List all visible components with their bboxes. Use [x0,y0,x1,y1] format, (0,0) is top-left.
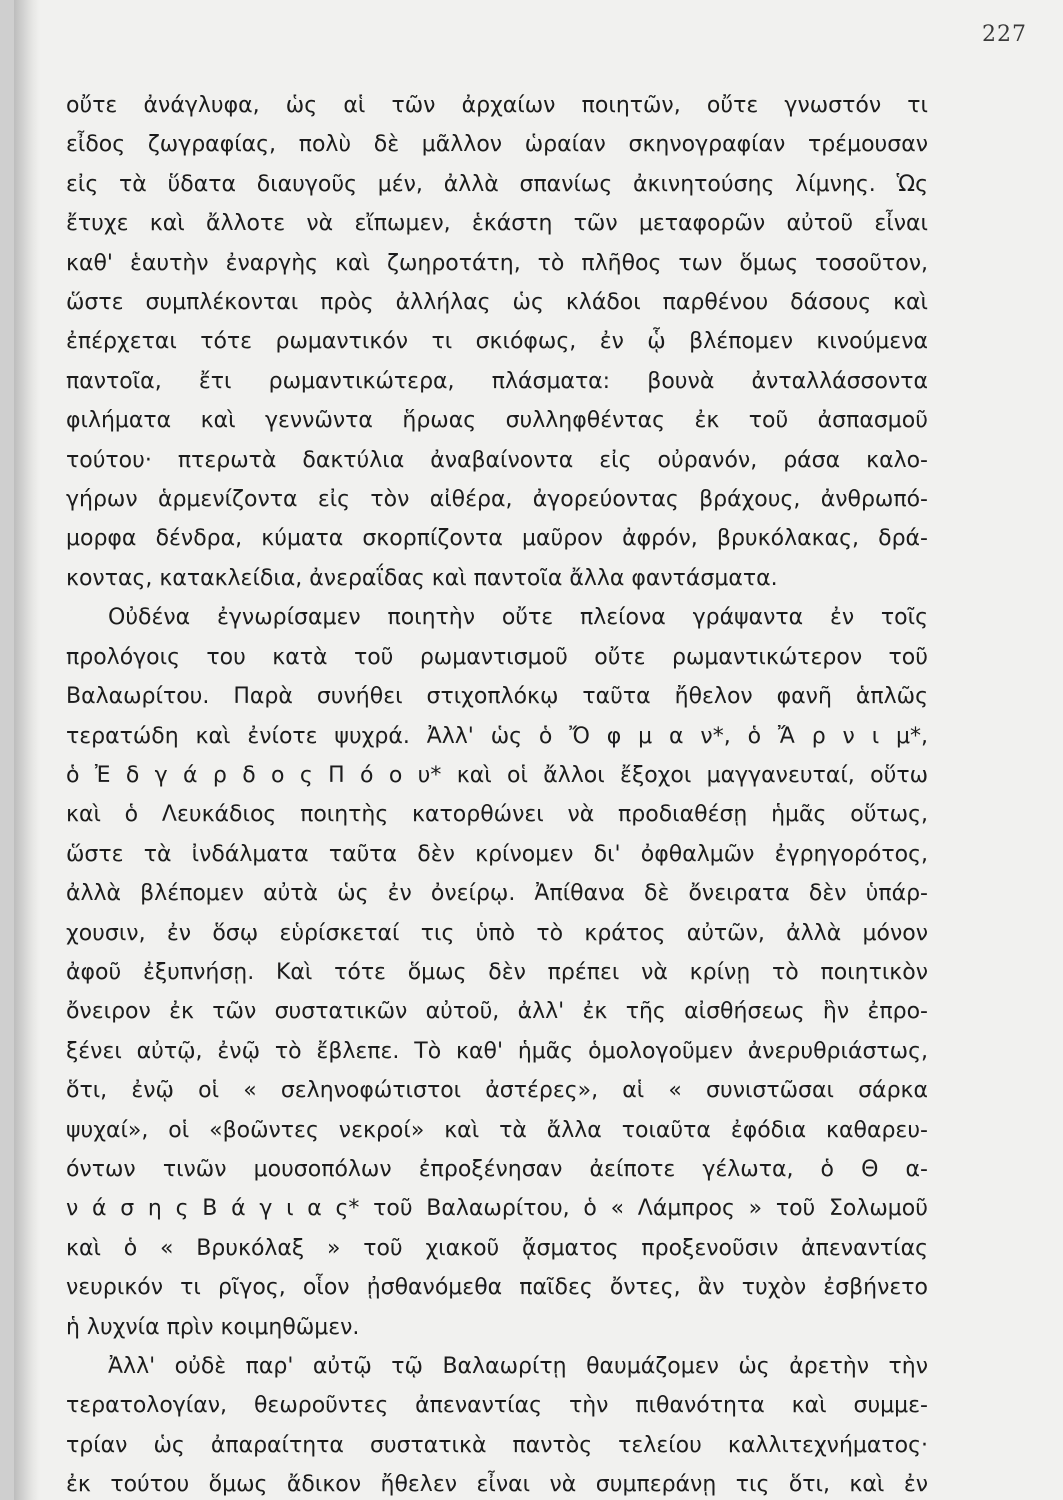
text-line: ἀφοῦ ἐξυπνήσῃ. Καὶ τότε ὅμως δὲν πρέπει νὰ κρίνῃ τὸ ποιητικὸν [66,959,928,985]
text-line: ὁ Ἐ δ γ ά ρ δ ο ς Π ό ο υ* καὶ οἱ ἄλλοι ἔξοχοι μαγγανευταί, οὕτω [66,762,928,788]
text-line: οὔτε ἀνάγλυφα, ὡς αἱ τῶν ἀρχαίων ποιητῶν, οὔτε γνωστόν τι [66,93,928,118]
text-line: ἐκ τούτου ὅμως ἄδικον ἤθελεν εἶναι νὰ συμπεράνῃ τις ὅτι, καὶ ἐν [66,1472,928,1498]
text-line: Οὐδένα ἐγνωρίσαμεν ποιητὴν οὔτε πλείονα γράψαντα ἐν τοῖς [108,605,928,631]
text-line: χουσιν, ἐν ὅσῳ εὑρίσκεταί τις ὑπὸ τὸ κράτος αὐτῶν, ἀλλὰ μόνον [66,920,928,946]
text-line: παντοῖα, ἔτι ρωμαντικώτερα, πλάσματα: βουνὰ ἀνταλλάσσοντα [66,368,928,394]
text-line: τερατολογίαν, θεωροῦντες ἀπεναντίας τὴν πιθανότητα καὶ συμμε- [66,1393,928,1419]
text-line: Βαλαωρίτου. Παρὰ συνήθει στιχοπλόκῳ ταῦτα ἤθελον φανῆ ἁπλῶς [66,684,928,710]
paragraph-1 [66,86,928,598]
text-line: εἰς τὰ ὕδατα διαυγοῦς μέν, ἀλλὰ σπανίως ἀκινητούσης λίμνης. Ὡς [66,171,928,197]
text-line: ἐπέρχεται τότε ρωμαντικόν τι σκιόφως, ἐν ᾧ βλέπομεν κινούμενα [66,329,928,355]
text-line: κοντας, κατακλείδια, ἀνεραΐδας καὶ παντοῖα ἄλλα φαντάσματα. [66,565,778,591]
text-line: ὥστε τὰ ἰνδάλματα ταῦτα δὲν κρίνομεν δι' ὀφθαλμῶν ἐγρηγορότος, [66,841,928,867]
text-line: γήρων ἁρμενίζοντα εἰς τὸν αἰθέρα, ἀγορεύοντας βράχους, ἀνθρωπό- [66,487,928,513]
text-line: καὶ ὁ Λευκάδιος ποιητὴς κατορθώνει νὰ προδιαθέσῃ ἡμᾶς οὕτως, [66,802,928,828]
body-text [66,86,928,1500]
text-line: τρίαν ὡς ἀπαραίτητα συστατικὰ παντὸς τελείου καλλιτεχνήματος· [66,1432,928,1458]
text-line: Ἀλλ' οὐδὲ παρ' αὐτῷ τῷ Βαλαωρίτῃ θαυμάζομεν ὡς ἀρετὴν τὴν [108,1354,928,1379]
text-line: όντων τινῶν μουσοπόλων ἐπροξένησαν ἀείποτε γέλωτα, ὁ Θ α- [66,1156,928,1182]
paragraph-3 [66,1347,928,1500]
page-edge-shadow [14,0,40,1500]
text-line: ὄνειρον ἐκ τῶν συστατικῶν αὐτοῦ, ἀλλ' ἐκ τῆς αἰσθήσεως ἣν ἐπρο- [66,999,928,1025]
page-number: 227 [982,22,1027,47]
text-line: ν ά σ η ς Β ά γ ι α ς* τοῦ Βαλαωρίτου, ὁ « Λάμπρος » τοῦ Σολωμοῦ [66,1196,928,1222]
text-line: τούτου· πτερωτὰ δακτύλια ἀναβαίνοντα εἰς οὐρανόν, ράσα καλο- [66,447,928,473]
text-line: μορφα δένδρα, κύματα σκορπίζοντα μαῦρον ἀφρόν, βρυκόλακας, δρά- [66,526,928,552]
text-line: ὥστε συμπλέκονται πρὸς ἀλλήλας ὡς κλάδοι παρθένου δάσους καὶ [66,290,928,316]
text-line: ἡ λυχνία πρὶν κοιμηθῶμεν. [66,1314,360,1340]
text-line: καὶ ὁ « Βρυκόλαξ » τοῦ χιακοῦ ᾄσματος προξενοῦσιν ἀπεναντίας [66,1235,928,1261]
text-line: προλόγοις του κατὰ τοῦ ρωμαντισμοῦ οὔτε ρωμαντικώτερον τοῦ [66,644,928,670]
text-line: ὅτι, ἐνῷ οἱ « σεληνοφώτιστοι ἀστέρες», αἱ « συνιστῶσαι σάρκα [66,1078,928,1104]
paragraph-2 [66,598,928,1347]
book-page [14,0,1063,1500]
text-line: ἀλλὰ βλέπομεν αὐτὰ ὡς ἐν ὀνείρῳ. Ἀπίθανα δὲ ὄνειρατα δὲν ὑπάρ- [66,881,928,907]
text-line: φιλήματα καὶ γεννῶντα ἥρωας συλληφθέντας ἐκ τοῦ ἀσπασμοῦ [66,408,928,434]
text-line: εἶδος ζωγραφίας, πολὺ δὲ μᾶλλον ὡραίαν σκηνογραφίαν τρέμουσαν [66,132,928,158]
text-line: καθ' ἑαυτὴν ἐναργὴς καὶ ζωηροτάτη, τὸ πλῆθος των ὅμως τοσοῦτον, [66,250,928,276]
text-line: τερατώδη καὶ ἐνίοτε ψυχρά. Ἀλλ' ὡς ὁ Ὄ φ μ α ν*, ὁ Ἄ ρ ν ι μ*, [66,723,928,749]
text-line: ξένει αὐτῷ, ἐνῷ τὸ ἔβλεπε. Τὸ καθ' ἡμᾶς ὁμολογοῦμεν ἀνερυθριάστως, [66,1038,928,1064]
text-line: ἔτυχε καὶ ἄλλοτε νὰ εἴπωμεν, ἑκάστη τῶν μεταφορῶν αὐτοῦ εἶναι [66,211,928,237]
text-line: νευρικόν τι ρῖγος, οἷον ᾐσθανόμεθα παῖδες ὄντες, ἂν τυχὸν ἐσβήνετο [66,1275,928,1301]
text-line: ψυχαί», οἱ «βοῶντες νεκροί» καὶ τὰ ἄλλα τοιαῦτα ἐφόδια καθαρευ- [66,1117,928,1143]
